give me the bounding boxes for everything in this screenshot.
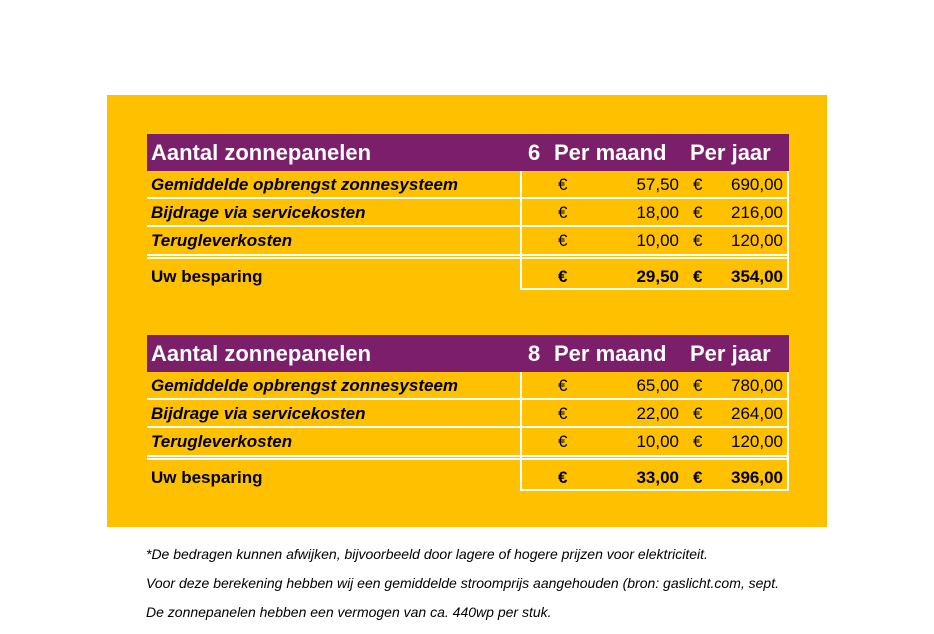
euro-sign: € — [693, 267, 703, 286]
header-label: Aantal zonnepanelen — [147, 335, 520, 372]
footnote-line: *De bedragen kunnen afwijken, bijvoorbeeld door lagere of hogere prijzen voor elektriciteit. — [146, 546, 708, 562]
table-row — [147, 428, 789, 456]
row-values — [520, 372, 789, 400]
header-per-month: Per maand — [554, 139, 667, 165]
euro-sign: € — [558, 432, 568, 451]
euro-sign: € — [558, 267, 568, 286]
row-values — [520, 199, 789, 227]
table-row — [147, 372, 789, 400]
euro-sign: € — [693, 175, 703, 194]
footnote-line: De zonnepanelen hebben een vermogen van ca. 440wp per stuk. — [146, 604, 552, 620]
yearly-total: 354,00 — [731, 267, 783, 286]
euro-sign: € — [693, 203, 703, 222]
monthly-total: 29,50 — [636, 267, 679, 286]
euro-sign: € — [558, 468, 568, 487]
total-label: Uw besparing — [151, 468, 263, 487]
euro-sign: € — [558, 404, 568, 423]
total-values — [520, 463, 789, 493]
euro-sign: € — [693, 404, 703, 423]
row-label: Gemiddelde opbrengst zonnesysteem — [151, 175, 459, 194]
monthly-amount: 65,00 — [636, 376, 679, 395]
footnote-line: Voor deze berekening hebben wij een gemiddelde stroomprijs aangehouden (bron: gaslicht.com, sept. — [146, 575, 779, 591]
monthly-amount: 10,00 — [636, 432, 679, 451]
euro-sign: € — [693, 231, 703, 250]
yearly-amount: 780,00 — [731, 376, 783, 395]
yearly-amount: 120,00 — [731, 231, 783, 250]
total-row — [147, 262, 789, 292]
header-values — [520, 335, 789, 372]
header-per-month: Per maand — [554, 340, 667, 366]
header-label: Aantal zonnepanelen — [147, 134, 520, 171]
row-values — [520, 428, 789, 456]
yearly-amount: 264,00 — [731, 404, 783, 423]
row-label: Bijdrage via servicekosten — [151, 404, 366, 423]
panel-count: 8 — [528, 340, 541, 366]
yearly-total: 396,00 — [731, 468, 783, 487]
divider — [147, 458, 789, 460]
table-header — [147, 134, 789, 171]
monthly-amount: 22,00 — [636, 404, 679, 423]
euro-sign: € — [693, 432, 703, 451]
total-label: Uw besparing — [151, 267, 263, 286]
row-label: Terugleverkosten — [151, 432, 293, 451]
monthly-amount: 10,00 — [636, 231, 679, 250]
monthly-amount: 18,00 — [636, 203, 679, 222]
monthly-amount: 57,50 — [636, 175, 679, 194]
row-label: Terugleverkosten — [151, 231, 293, 250]
table-row — [147, 227, 789, 255]
row-values — [520, 171, 789, 199]
table-row — [147, 400, 789, 428]
panel-count: 6 — [528, 139, 541, 165]
table-row — [147, 171, 789, 199]
header-values — [520, 134, 789, 171]
row-label: Bijdrage via servicekosten — [151, 203, 366, 222]
total-values — [520, 262, 789, 292]
row-values — [520, 227, 789, 255]
euro-sign: € — [558, 175, 568, 194]
monthly-total: 33,00 — [636, 468, 679, 487]
savings-table-8-panels — [147, 335, 789, 493]
yearly-amount: 216,00 — [731, 203, 783, 222]
footnotes — [146, 545, 779, 632]
euro-sign: € — [693, 376, 703, 395]
row-values — [520, 400, 789, 428]
divider — [147, 257, 789, 259]
euro-sign: € — [558, 203, 568, 222]
yearly-amount: 120,00 — [731, 432, 783, 451]
header-per-year: Per jaar — [690, 139, 771, 165]
yearly-amount: 690,00 — [731, 175, 783, 194]
savings-panel — [107, 95, 827, 527]
header-per-year: Per jaar — [690, 340, 771, 366]
row-label: Gemiddelde opbrengst zonnesysteem — [151, 376, 459, 395]
table-row — [147, 199, 789, 227]
euro-sign: € — [558, 376, 568, 395]
table-header — [147, 335, 789, 372]
savings-table-6-panels — [147, 134, 789, 292]
total-row — [147, 463, 789, 493]
euro-sign: € — [558, 231, 568, 250]
euro-sign: € — [693, 468, 703, 487]
